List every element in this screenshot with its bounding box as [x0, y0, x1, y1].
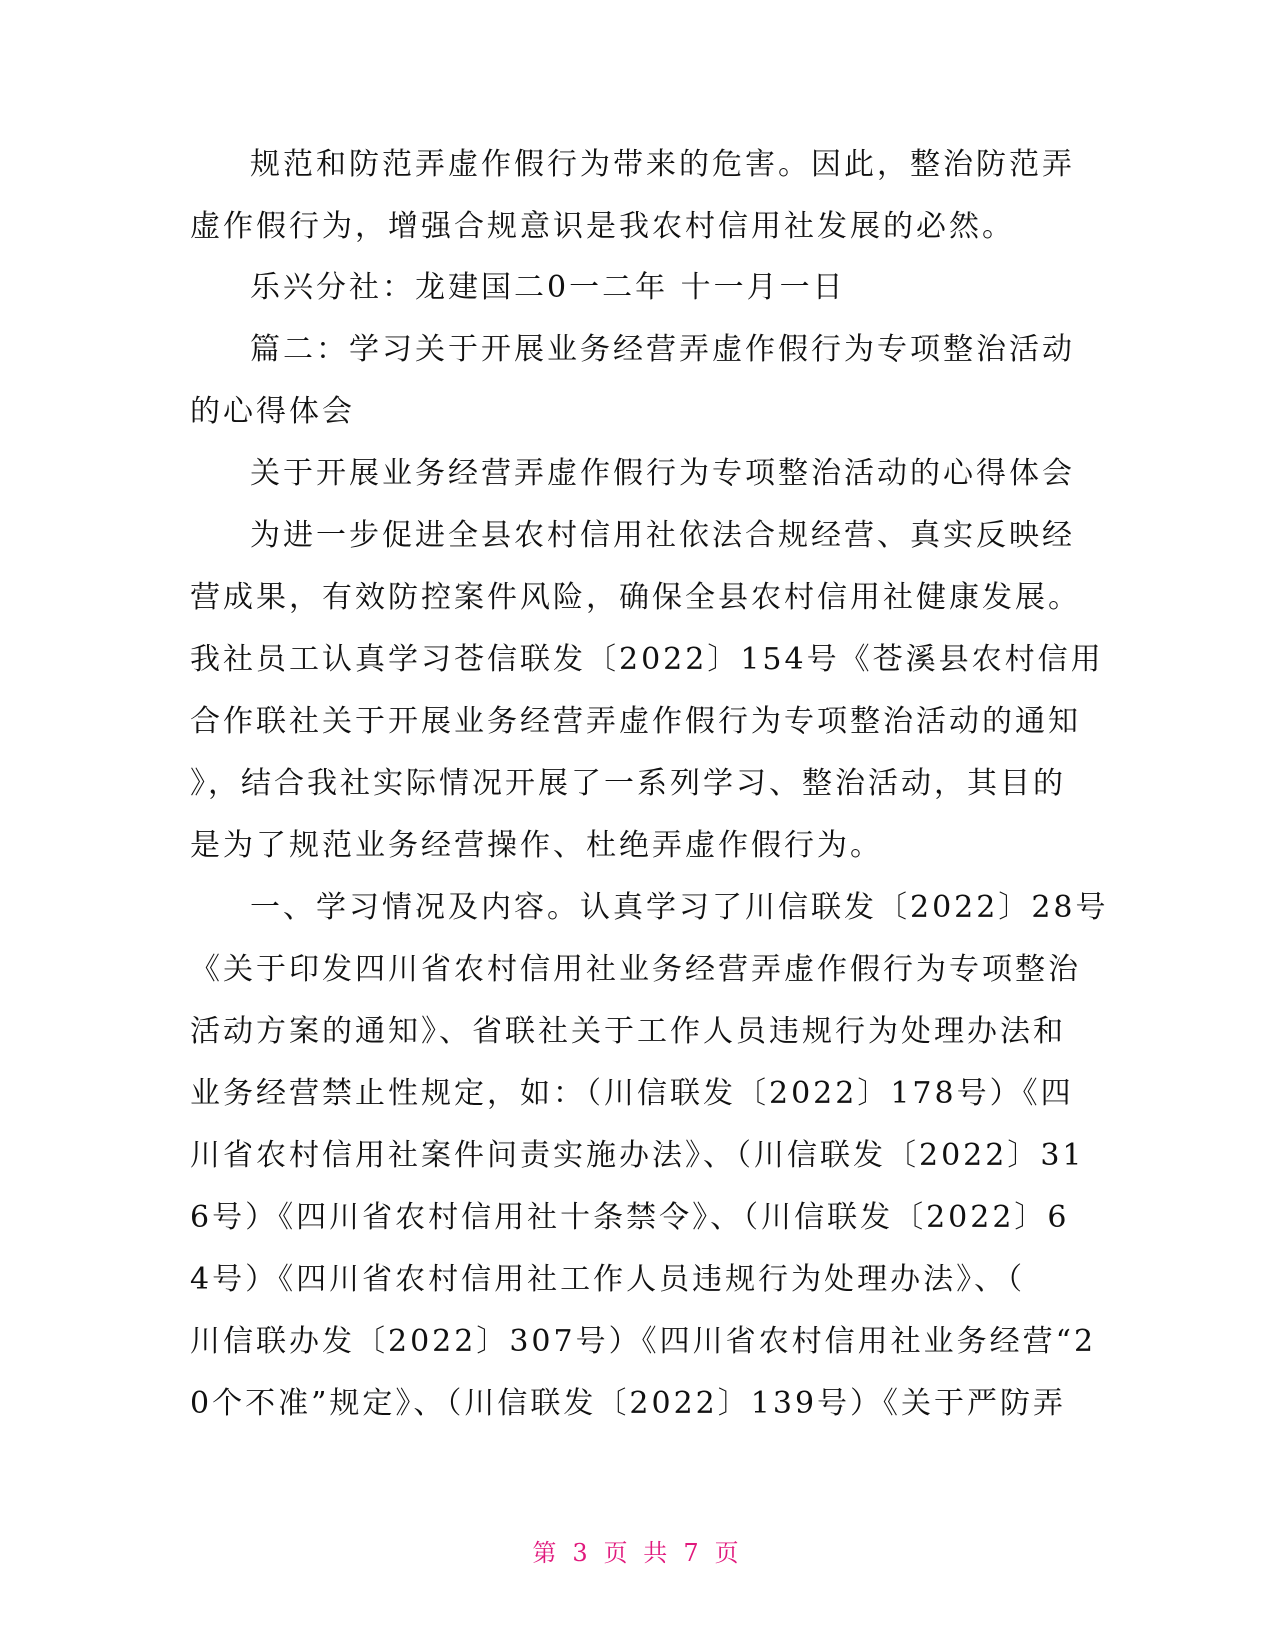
footer-suffix: 页	[714, 1539, 743, 1567]
text-line-7: 为进一步促进全县农村信用社依法合规经营、真实反映经	[250, 518, 1075, 553]
text-line-16: 业务经营禁止性规定，如：（川信联发〔2022〕178号）《四	[190, 1076, 1074, 1111]
text-line-20: 川信联办发〔2022〕307号）《四川省农村信用社业务经营“2	[190, 1324, 1097, 1359]
text-line-13: 一、学习情况及内容。认真学习了川信联发〔2022〕28号	[250, 890, 1109, 925]
text-line-18: 6号）《四川省农村信用社十条禁令》、（川信联发〔2022〕6	[190, 1200, 1070, 1235]
footer-total-pages: 7	[683, 1539, 703, 1567]
footer-page-number: 3	[572, 1539, 592, 1567]
text-line-21: 0个不准”规定》、（川信联发〔2022〕139号）《关于严防弄	[190, 1386, 1067, 1421]
text-line-9: 我社员工认真学习苍信联发〔2022〕154号《苍溪县农村信用	[190, 642, 1104, 677]
text-line-19: 4号）《四川省农村信用社工作人员违规行为处理办法》、（	[190, 1262, 1026, 1297]
text-line-4: 篇二：学习关于开展业务经营弄虚作假行为专项整治活动	[250, 332, 1075, 367]
footer-middle: 页 共	[603, 1539, 672, 1567]
text-line-11: 》，结合我社实际情况开展了一系列学习、整治活动，其目的	[190, 766, 1066, 801]
text-line-8: 营成果，有效防控案件风险，确保全县农村信用社健康发展。	[190, 580, 1081, 615]
footer-prefix: 第	[532, 1539, 561, 1567]
text-line-5: 的心得体会	[190, 394, 355, 429]
text-line-17: 川省农村信用社案件问责实施办法》、（川信联发〔2022〕31	[190, 1138, 1085, 1173]
text-line-15: 活动方案的通知》、省联社关于工作人员违规行为处理办法和	[190, 1014, 1066, 1049]
text-line-10: 合作联社关于开展业务经营弄虚作假行为专项整治活动的通知	[190, 704, 1081, 739]
text-line-1: 规范和防范弄虚作假行为带来的危害。因此，整治防范弄	[250, 147, 1075, 182]
text-line-2: 虚作假行为，增强合规意识是我农村信用社发展的必然。	[190, 209, 1015, 244]
page-number-footer	[0, 1538, 1275, 1568]
text-line-14: 《关于印发四川省农村信用社业务经营弄虚作假行为专项整治	[190, 952, 1081, 987]
text-line-3: 乐兴分社：龙建国二0一二年 十一月一日	[250, 270, 846, 305]
text-line-6: 关于开展业务经营弄虚作假行为专项整治活动的心得体会	[250, 456, 1075, 491]
text-line-12: 是为了规范业务经营操作、杜绝弄虚作假行为。	[190, 828, 883, 863]
